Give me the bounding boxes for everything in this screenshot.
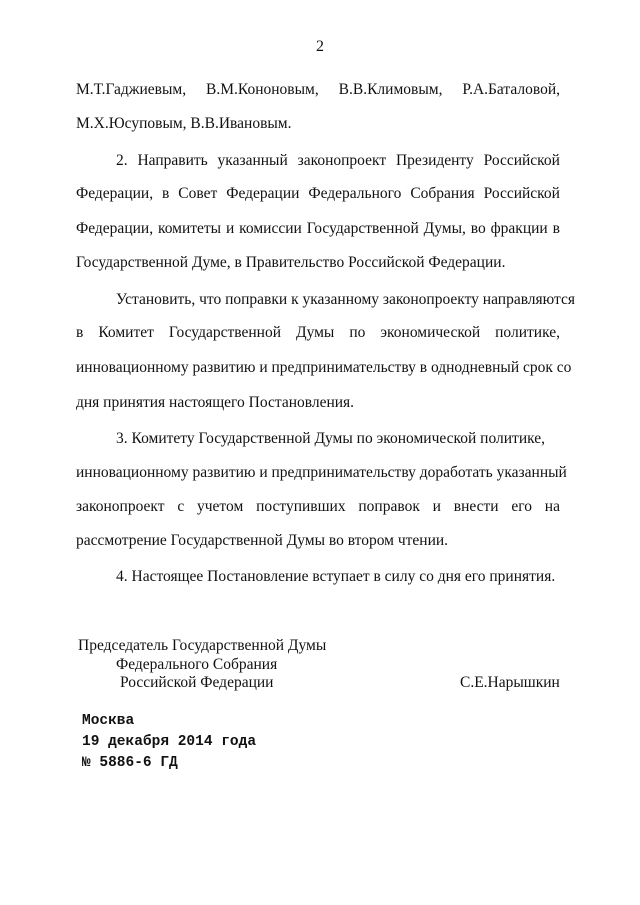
word: его [511,498,532,515]
word: Собрания [410,185,475,202]
word: Направить [137,152,208,169]
word: учетом [197,498,244,515]
word: Государственной [306,220,419,237]
name-kononov: В.М.Кононовым, [206,81,319,98]
paragraph5: 4. Настоящее Постановление вступает в силу со дня его принятия. [116,568,556,585]
word: комитеты [157,220,222,237]
word: политике, [495,324,560,341]
footer-number: № 5886-6 ГД [82,755,178,771]
word: экономической [380,324,481,341]
word: поправок [358,498,420,515]
paragraph1-line2: М.Х.Юсуповым, В.В.Ивановым. [76,115,292,132]
paragraph3-line1: Установить, что поправки к указанному законопроекту направляются [116,291,576,308]
paragraph1-line1 [76,80,560,100]
word: во [470,220,486,237]
word: с [177,498,185,515]
word: внести [453,498,499,515]
paragraph3-line3: инновационному развитию и предпринимательству в однодневный срок со [76,359,572,376]
word: в [162,185,170,202]
name-gadzhiev: М.Т.Гаджиевым, [76,81,187,98]
word: Федерального [308,185,402,202]
word: по [349,324,366,341]
word: законопроект [297,152,387,169]
word: Федерации [226,185,300,202]
paragraph4-line2: инновационному развитию и предпринимательству доработать указанный [76,464,567,481]
word: Думы, [423,220,466,237]
word: фракции [490,220,548,237]
word: в [552,220,560,237]
paragraph2-line2 [76,184,560,204]
word: законопроект [76,498,165,515]
word: указанный [217,152,288,169]
word: Комитет [98,324,154,341]
word: и [432,498,441,515]
word: Совет [178,185,218,202]
word: на [544,498,560,515]
paragraph3-line4: дня принятия настоящего Постановления. [76,394,355,411]
word: Российской [483,152,560,169]
word: и [225,220,235,237]
signature-title-line2: Федерального Собрания [116,656,278,673]
paragraph4-line4: рассмотрение Государственной Думы во втором чтении. [76,532,449,549]
word: Думы [296,324,335,341]
name-batalova: Р.А.Баталовой, [462,81,560,98]
word: Федерации, [76,185,154,202]
word: в [76,324,84,341]
word: Президенту [395,152,474,169]
page-number: 2 [316,38,324,55]
word: поступивших [256,498,346,515]
signatory-name: С.Е.Нарышкин [460,674,560,691]
footer-date: 19 декабря 2014 года [82,734,257,750]
paragraph2-line1 [116,151,560,171]
paragraph2-line3 [76,219,560,239]
paragraph4-line3 [76,497,560,517]
word: 2. [116,152,128,169]
word: комиссии [239,220,302,237]
name-klimov: В.В.Климовым, [338,81,443,98]
word: Российской [483,185,560,202]
footer-city: Москва [82,713,135,729]
word: Федерации, [76,220,154,237]
signature-title-line3: Российской Федерации [120,674,274,691]
signature-title-line1: Председатель Государственной Думы [78,637,327,654]
paragraph2-line4: Государственной Думе, в Правительство Российской Федерации. [76,254,506,271]
paragraph3-line2 [76,323,560,343]
word: Государственной [168,324,281,341]
paragraph4-line1: 3. Комитету Государственной Думы по экономической политике, [116,430,546,447]
